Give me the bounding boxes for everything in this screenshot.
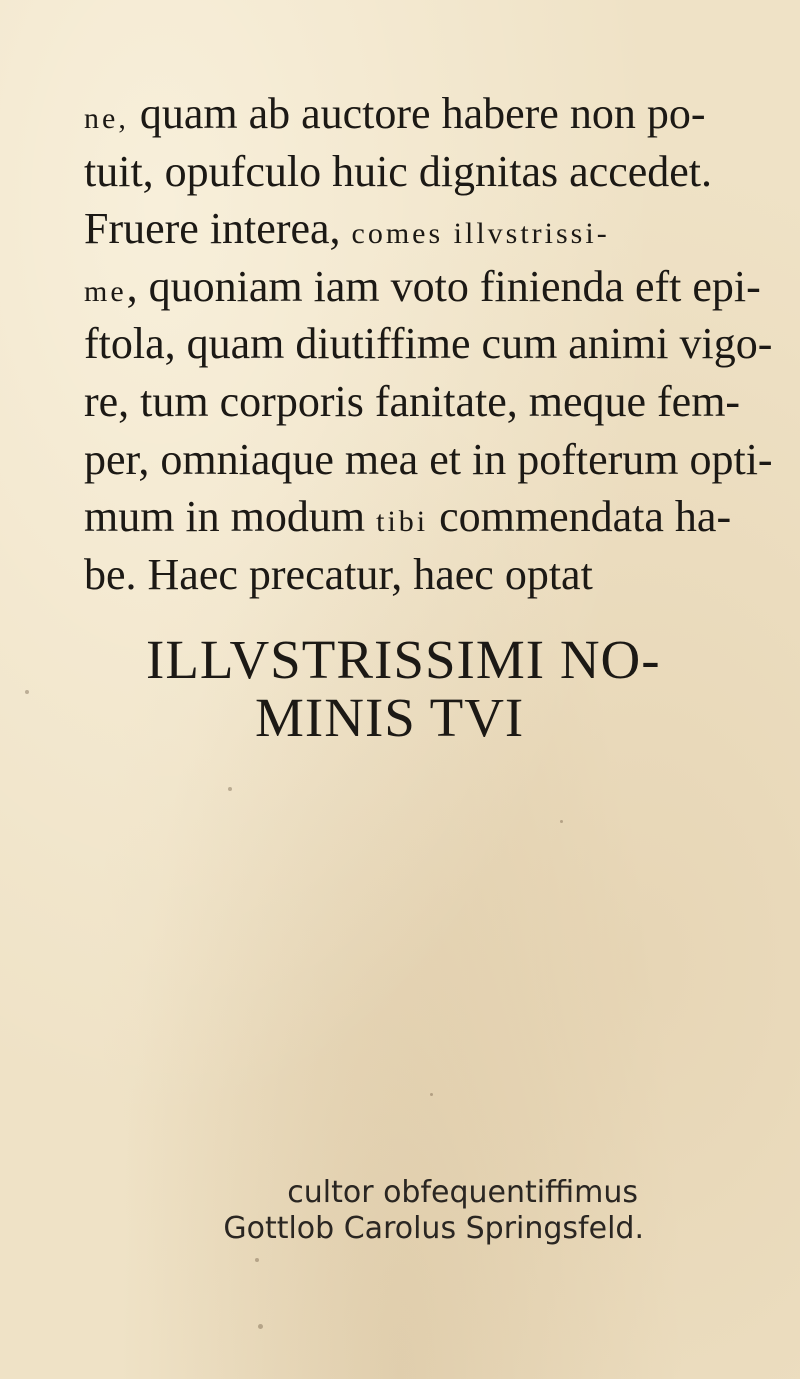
text-line-1: ne, quam ab auctore habere non po- — [84, 89, 706, 138]
text-line-9: be. Haec precatur, haec optat — [84, 549, 593, 599]
text-line-6: re, tum corporis fanitate, meque fem- — [84, 376, 741, 426]
closing-title-line-2: MINIS TVI — [255, 687, 525, 748]
smallcaps-word: ne, — [84, 102, 129, 135]
signature-epithet: cultor obfequentiffimus — [287, 1175, 638, 1210]
paper-speck — [255, 1258, 259, 1262]
text-line-7: per, omniaque mea et in pofterum opti- — [84, 434, 773, 484]
text-line-4: me, quoniam iam voto finienda eft epi- — [84, 261, 761, 311]
smallcaps-tibi: tibi — [376, 505, 429, 539]
paper-speck — [25, 690, 29, 694]
addressee-title: comes illvstrissi- — [351, 217, 610, 251]
text-line-8: mum in modum tibi commendata ha- — [84, 492, 732, 542]
letter-body — [84, 88, 774, 606]
text-line-2: tuit, opufculo huic dignitas accedet. — [84, 146, 713, 196]
text-line-3: Fruere interea, comes illvstrissi- — [84, 204, 610, 254]
paper-speck — [430, 1093, 433, 1096]
signature-name: Gottlob Carolus Springsfeld. — [223, 1211, 644, 1246]
closing-title-line-1: ILLVSTRISSIMI NO- — [146, 629, 661, 690]
addressee-title-end: me — [84, 274, 127, 308]
paper-speck — [228, 787, 232, 791]
paper-speck — [258, 1324, 263, 1329]
paper-speck — [560, 820, 563, 823]
text-line-5: ftola, quam diutiffime cum animi vigo- — [84, 319, 773, 369]
